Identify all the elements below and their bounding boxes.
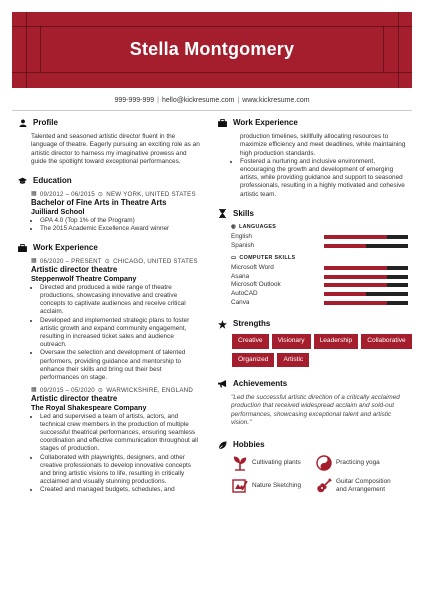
location-pin-icon: ⊙ — [104, 258, 111, 266]
header-banner — [12, 12, 412, 88]
star-icon — [218, 320, 227, 329]
globe-icon: ◍ — [231, 223, 237, 230]
list-item: • Led and supervised a team of artists, actors, and technical crew members in the production of multiple successful theatrical performances, ensuring seamless coordination and effective communication throughout all stages of production. — [40, 413, 202, 454]
header-divider — [12, 110, 412, 111]
education-entry — [31, 191, 202, 217]
profile-heading: Profile — [18, 118, 202, 128]
company-name: Steppenwolf Theatre Company — [31, 274, 137, 284]
skill-bar — [324, 244, 408, 248]
skill-row: AutoCAD — [231, 290, 408, 299]
skill-row: Microsoft Word — [231, 264, 408, 273]
achievement-text: "Led the successful artistic direction of a critically acclaimed production that received widespread acclaim and sold-out performances, showcasing exceptional talent and artistic vision." — [231, 394, 400, 426]
hobbies-heading: Hobbies — [218, 440, 408, 450]
email[interactable]: hello@kickresume.com — [161, 97, 235, 104]
skill-row: Canva — [231, 298, 408, 307]
hobby-item: Cultivating plants — [232, 455, 316, 471]
contact-line: 999-999-999 | hello@kickresume.com | www.kickresume.com — [114, 97, 310, 104]
phone: 999-999-999 — [114, 97, 155, 104]
skill-row: Spanish — [231, 241, 408, 250]
education-bullets — [40, 217, 202, 233]
experience-entry: ▦ 06/2020 – PRESENT ⊙ CHICAGO, UNITED STATES Artistic director theatre Steppenwolf Theatre Company — [31, 258, 202, 284]
skill-bar — [324, 301, 408, 305]
plant-icon — [232, 455, 248, 471]
location-pin-icon: ⊙ — [97, 191, 104, 199]
experience-continued-heading: Work Experience — [218, 118, 408, 128]
degree-title: Bachelor of Fine Arts in Theatre Arts — [31, 198, 167, 208]
right-column — [218, 118, 408, 495]
experience-continued-text: production timelines, skillfully allocating resources to maximize efficiency and meet deadlines, while maintaining high production standards. — [240, 133, 406, 157]
megaphone-icon — [218, 380, 227, 389]
skill-bar — [324, 292, 408, 296]
strength-tag: Creative — [232, 334, 269, 348]
strengths-heading: Strengths — [218, 319, 408, 329]
list-item: • Developed and implemented strategic plans to foster artistic growth and expand community engagement, resulting in increased ticket sales and audience outreach. — [40, 317, 202, 350]
school-name: Juilliard School — [31, 207, 85, 217]
briefcase-icon — [218, 119, 227, 128]
person-icon — [18, 119, 27, 128]
guitar-icon — [316, 478, 332, 494]
experience-entry: ▦ 09/2015 – 05/2020 ⊙ WARWICKSHIRE, ENGLAND Artistic director theatre The Royal Shakespeare Company — [31, 387, 202, 413]
skill-bar — [324, 275, 408, 279]
list-item: • Collaborated with playwrights, designers, and other creative professionals to develop innovative concepts and bring artistic visions to life, resulting in critically acclaimed and visually stunning productions. — [40, 454, 202, 487]
briefcase-icon — [18, 244, 27, 253]
graduation-cap-icon — [18, 177, 27, 186]
skill-row: Microsoft Outlook — [231, 281, 408, 290]
achievements-heading: Achievements — [218, 379, 408, 389]
calendar-icon: ▦ — [31, 191, 37, 198]
strength-tag: Leadership — [314, 334, 359, 348]
strength-tag: Organized — [232, 353, 274, 367]
experience-bullets — [40, 284, 202, 382]
left-column — [18, 118, 202, 495]
education-meta: ▦ 09/2012 – 06/2015 ⊙ NEW YORK, UNITED STATES — [31, 191, 196, 199]
skill-row: Asana — [231, 273, 408, 282]
strength-tag: Artistic — [277, 353, 309, 367]
list-item: • GPA 4.0 (Top 1% of the Program) — [40, 217, 202, 225]
list-item: • Fostered a nurturing and inclusive environment, encouraging the growth and development of emerging artists, while providing guidance and support to seasoned professionals, resulting in a highly motivated and cohesive artistic team. — [240, 158, 408, 199]
computer-skills-subheading: ▭ COMPUTER SKILLS — [231, 255, 296, 262]
skill-bar — [324, 283, 408, 287]
list-item: • Oversaw the selection and development of talented performers, providing guidance and mentorship to enhance their skills and bring out their best performances on stage. — [40, 349, 202, 382]
experience-continued-bullets — [240, 158, 408, 199]
experience-heading: Work Experience — [18, 243, 202, 253]
hobby-item: Practicing yoga — [316, 455, 400, 471]
sketch-icon — [232, 478, 248, 494]
strengths-tags — [232, 334, 412, 367]
experience-bullets — [40, 413, 202, 495]
location-pin-icon: ⊙ — [97, 387, 104, 395]
skills-heading: Skills — [218, 209, 408, 219]
candidate-name: Stella Montgomery — [129, 39, 295, 60]
leaf-icon — [218, 441, 227, 450]
company-name: The Royal Shakespeare Company — [31, 403, 147, 413]
list-item: • Created and managed budgets, schedules, and — [40, 486, 202, 494]
hobby-item: Guitar Composition and Arrangement — [316, 478, 400, 494]
strength-tag: Collaborative — [361, 334, 411, 348]
strength-tag: Visionary — [272, 334, 311, 348]
list-item: • The 2015 Academic Excellence Award winner — [40, 225, 202, 233]
website[interactable]: www.kickresume.com — [242, 97, 310, 104]
skill-row: English — [231, 233, 408, 242]
monitor-icon: ▭ — [231, 255, 237, 262]
skill-bar — [324, 266, 408, 270]
job-title: Artistic director theatre — [31, 394, 118, 404]
job-title: Artistic director theatre — [31, 265, 118, 275]
education-heading: Education — [18, 176, 202, 186]
calendar-icon: ▦ — [31, 387, 37, 394]
calendar-icon: ▦ — [31, 258, 37, 265]
hourglass-icon — [218, 209, 227, 218]
hobbies-grid — [232, 455, 408, 494]
languages-subheading: ◍ LANGUAGES — [231, 223, 277, 230]
yin-yang-icon — [316, 455, 332, 471]
hobby-item: Nature Sketching — [232, 478, 316, 494]
profile-text: Talented and seasoned artistic director fluent in the language of theatre. Eagerly pursuing an exciting role as an artistic director to harness my imaginative prowess and guide the spotlight toward exceptional performances. — [31, 133, 200, 165]
skill-bar — [324, 235, 408, 239]
list-item: • Directed and produced a wide range of theatre productions, showcasing innovative and creative concepts to captivate audiences and receive critical acclaim. — [40, 284, 202, 317]
